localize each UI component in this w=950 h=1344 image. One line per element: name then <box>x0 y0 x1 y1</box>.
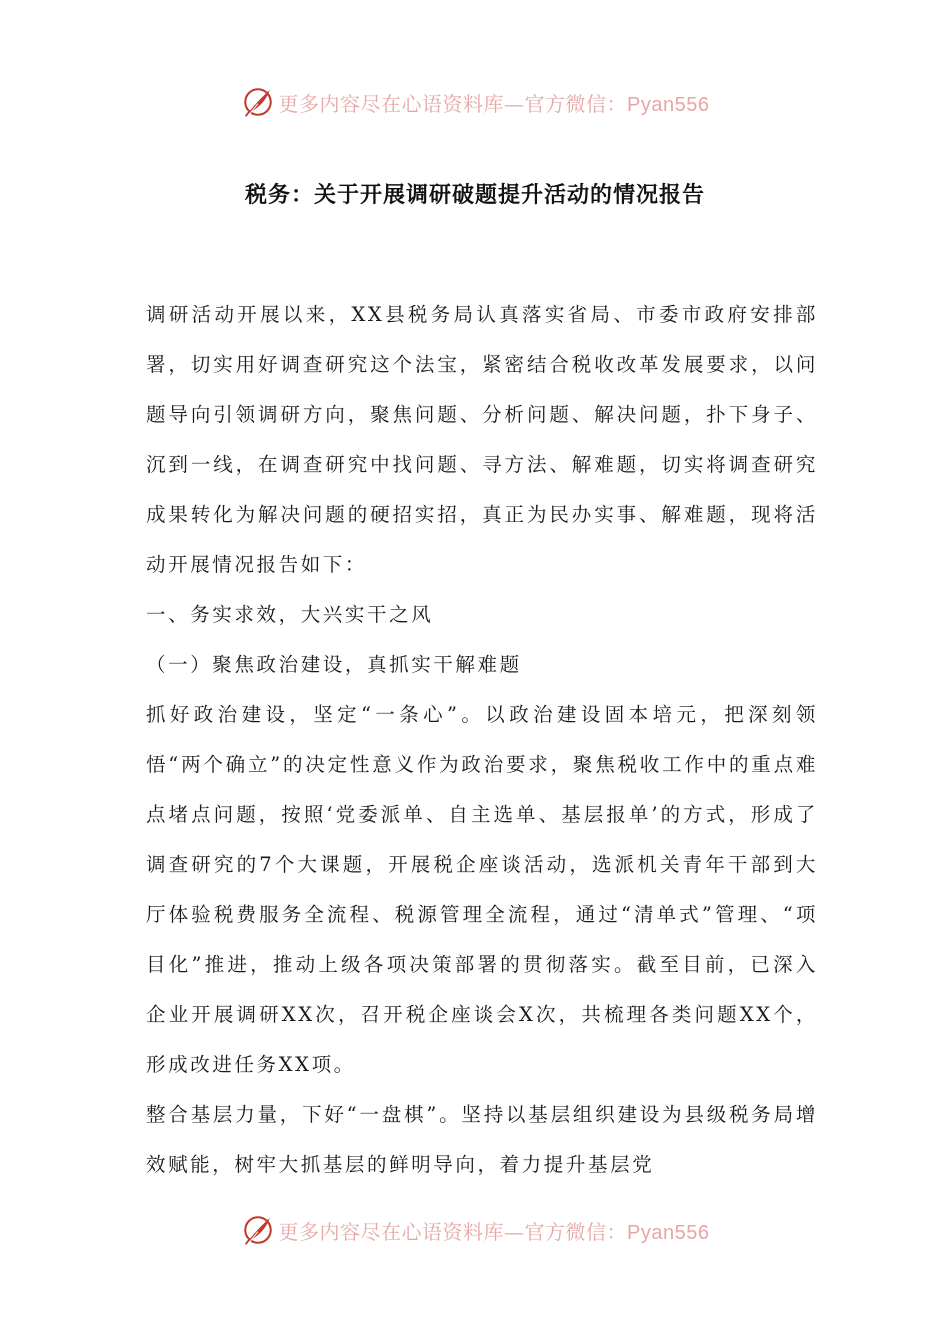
feather-pen-logo-icon <box>241 1213 275 1247</box>
paragraph-political-building: 抓好政治建设，坚定“一条心”。以政治建设固本培元，把深刻领悟“两个确立”的决定性意义作为政治要求，聚焦税收工作中的重点难点堵点问题，按照‘党委派单、自主选单、基层报单’的方式，形成了调查研究的7个大课题，开展税企座谈活动，选派机关青年干部到大厅体验税费服务全流程、税源管理全流程，通过“清单式”管理、“项目化”推进，推动上级各项决策部署的贯彻落实。截至目前，已深入企业开展调研XX次，召开税企座谈会X次，共梳理各类问题XX个，形成改进任务XX项。 <box>146 703 818 1076</box>
header-watermark <box>0 82 950 122</box>
paragraph-intro: 调研活动开展以来，XX县税务局认真落实省局、市委市政府安排部署，切实用好调查研究这个法宝，紧密结合税收改革发展要求，以问题导向引领调研方向，聚焦问题、分析问题、解决问题，扑下身子、沉到一线，在调查研究中找问题、寻方法、解难题，切实将调查研究成果转化为解决问题的硬招实招，真正为民办实事、解难题，现将活动开展情况报告如下： <box>146 303 818 576</box>
subsection-heading-1: （一）聚焦政治建设，真抓实干解难题 <box>146 653 522 676</box>
feather-pen-logo-icon <box>241 85 275 119</box>
document-body <box>146 290 818 1190</box>
document-title: 税务：关于开展调研破题提升活动的情况报告 <box>244 183 705 208</box>
footer-watermark <box>0 1210 950 1250</box>
paragraph-grassroots: 整合基层力量，下好“一盘棋”。坚持以基层组织建设为县级税务局增效赋能，树牢大抓基层的鲜明导向，着力提升基层党 <box>146 1103 818 1176</box>
watermark-wechat-id: Pyan556 <box>627 93 710 116</box>
watermark-text: 更多内容尽在心语资料库—官方微信：Pyan556 <box>278 91 710 116</box>
watermark-wechat-id: Pyan556 <box>627 1221 710 1244</box>
section-heading-1: 一、务实求效，大兴实干之风 <box>146 603 434 626</box>
watermark-text: 更多内容尽在心语资料库—官方微信：Pyan556 <box>278 1219 710 1244</box>
